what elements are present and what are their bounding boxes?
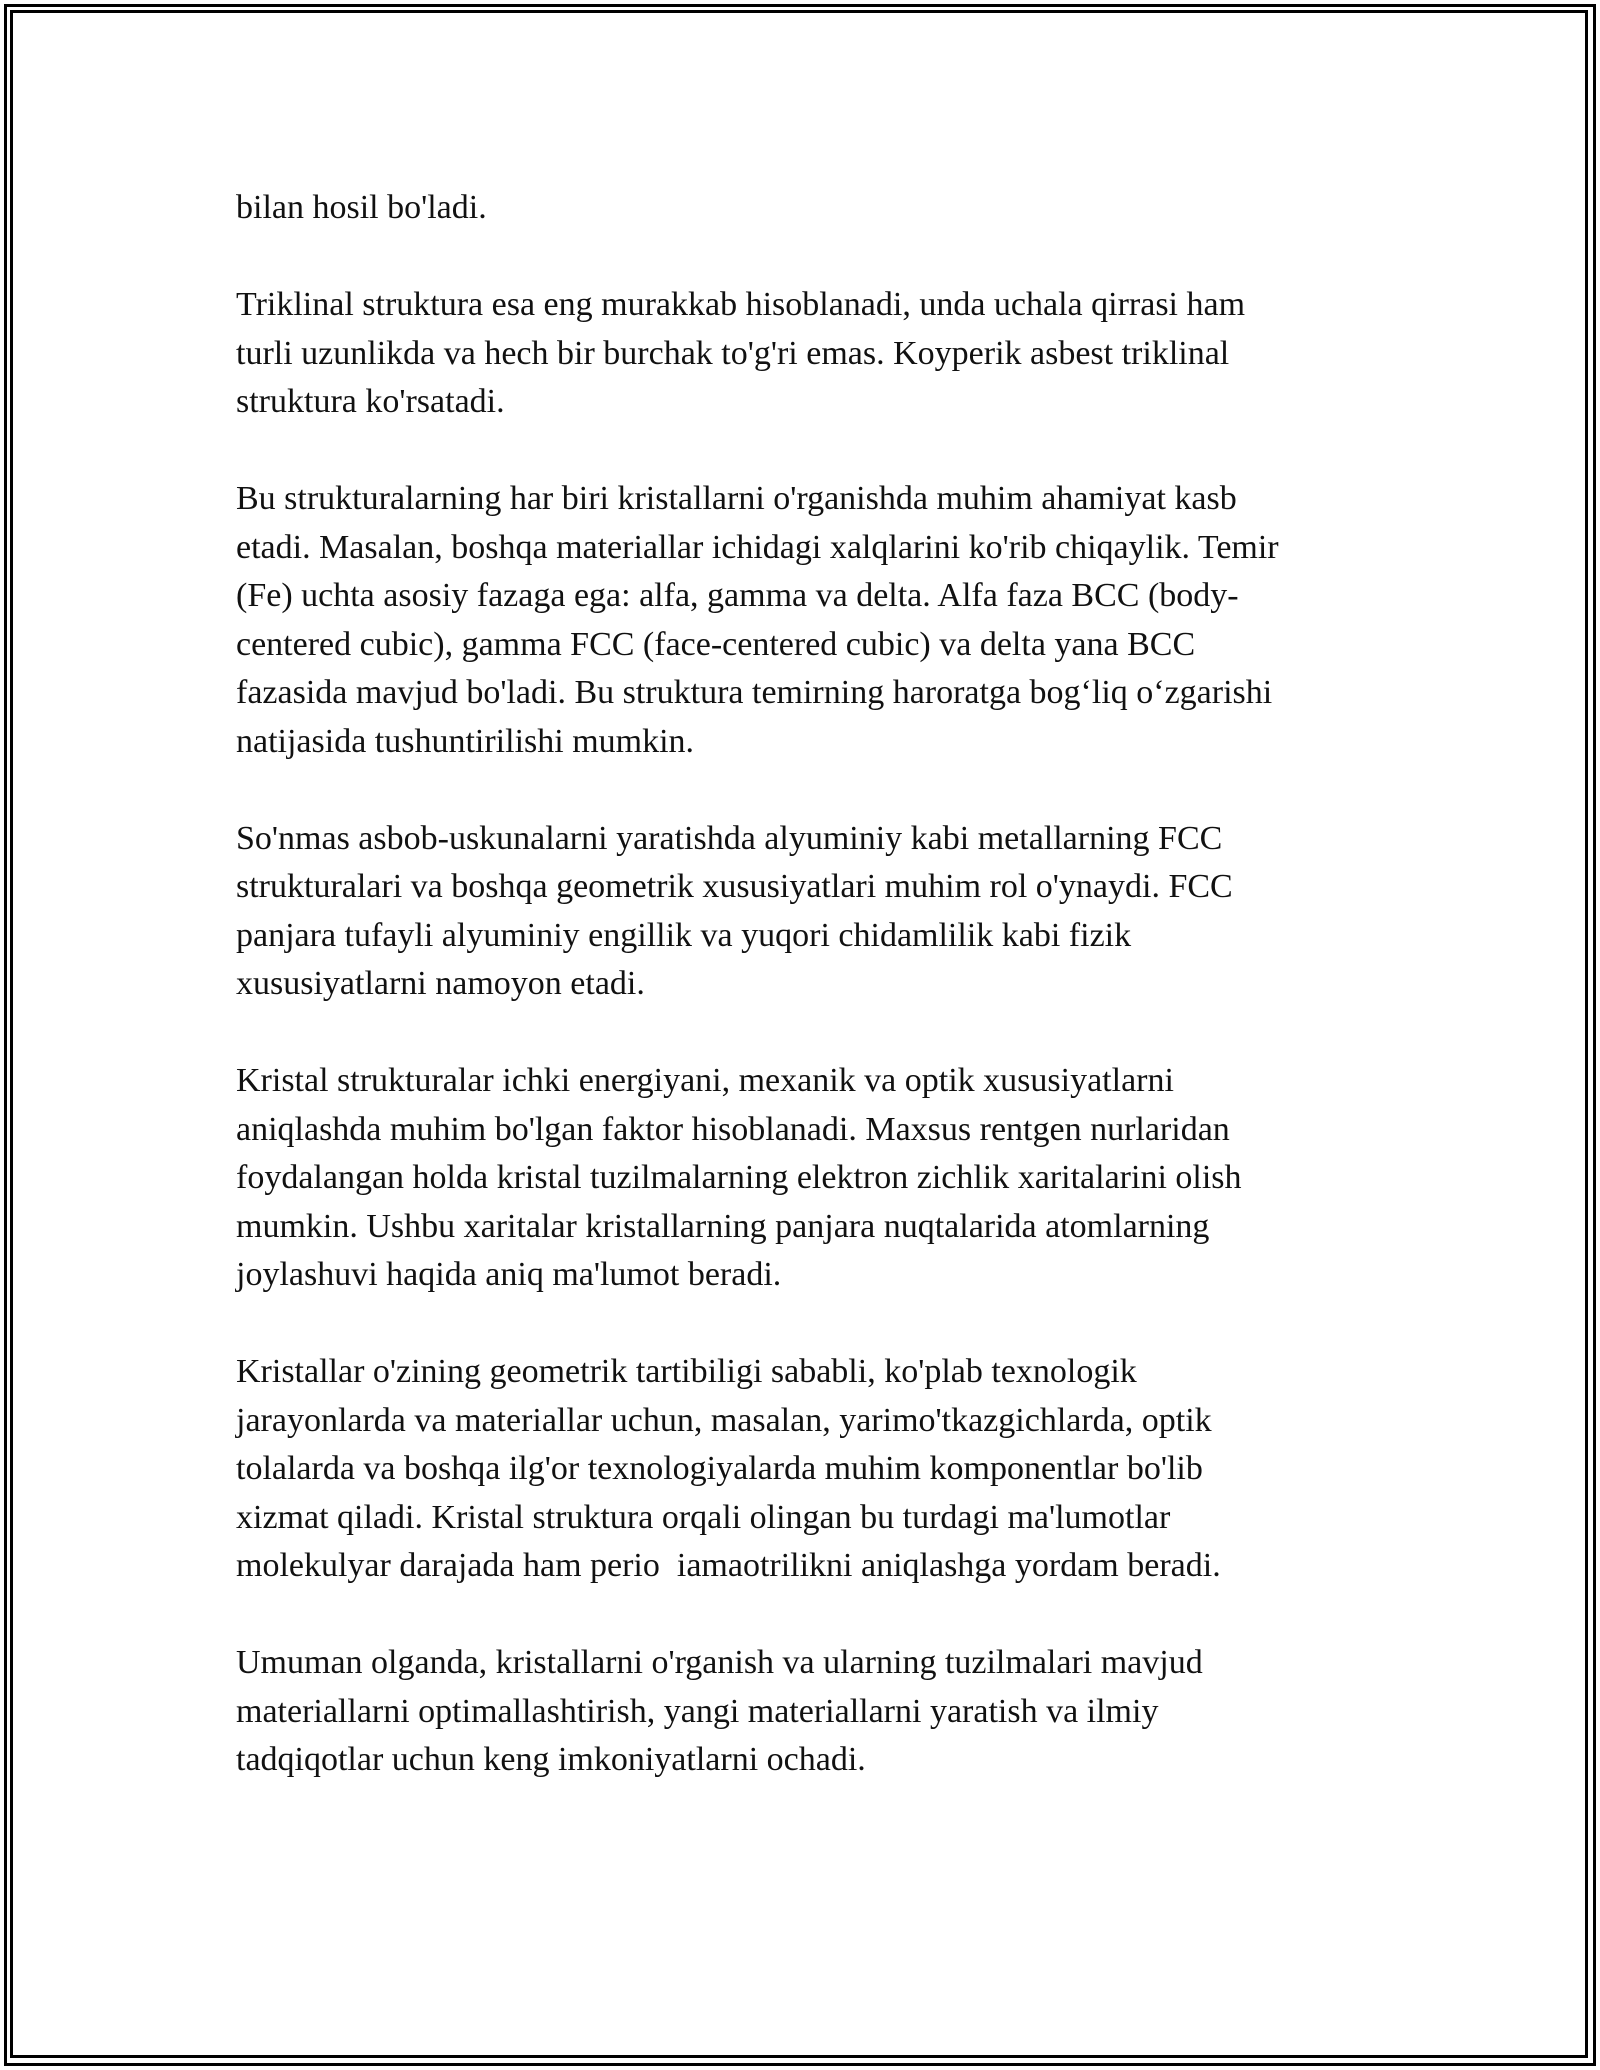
text-line: Kristallar o'zining geometrik tartibiligi sababli, ko'plab texnologik: [236, 1353, 1137, 1390]
text-line: jarayonlarda va materiallar uchun, masalan, yarimo'tkazgichlarda, optik: [236, 1401, 1212, 1439]
text-line: (Fe) uchta asosiy fazaga ega: alfa, gamma va delta. Alfa faza BCC (body-: [236, 577, 1239, 614]
text-line: fazasida mavjud bo'ladi. Bu struktura temirning haroratga bog‘liq o‘zgarishi: [236, 674, 1273, 711]
text-line: struktura ko'rsatadi.: [236, 383, 505, 420]
text-line: tadqiqotlar uchun keng imkoniyatlarni ochadi.: [236, 1741, 866, 1778]
text-line: bilan hosil bo'ladi.: [236, 189, 487, 226]
text-line: foydalangan holda kristal tuzilmalarning elektron zichlik xaritalarini olish: [236, 1159, 1242, 1196]
paragraph: [236, 184, 1376, 233]
text-line: centered cubic), gamma FCC (face-centered cubic) va delta yana BCC: [236, 625, 1196, 663]
text-line: natijasida tushuntirilishi mumkin.: [236, 722, 695, 760]
text-line: Umuman olganda, kristallarni o'rganish va ularning tuzilmalari mavjud: [236, 1644, 1203, 1681]
text-line: xususiyatlarni namoyon etadi.: [236, 965, 645, 1002]
document-body: [236, 184, 1376, 1833]
text-line: strukturalari va boshqa geometrik xususiyatlari muhim rol o'ynaydi. FCC: [236, 868, 1233, 905]
paragraph: [236, 1639, 1376, 1785]
paragraph: [236, 281, 1376, 427]
text-line: Kristal strukturalar ichki energiyani, mexanik va optik xususiyatlarni: [236, 1062, 1174, 1099]
paragraph: [236, 475, 1376, 766]
text-line: panjara tufayli alyuminiy engillik va yuqori chidamlilik kabi fizik: [236, 916, 1132, 954]
paragraph: [236, 1057, 1376, 1300]
text-line: xizmat qiladi. Kristal struktura orqali olingan bu turdagi ma'lumotlar: [236, 1498, 1171, 1536]
text-line: materiallarni optimallashtirish, yangi materiallarni yaratish va ilmiy: [236, 1692, 1159, 1730]
text-line: aniqlashda muhim bo'lgan faktor hisoblanadi. Maxsus rentgen nurlaridan: [236, 1110, 1230, 1148]
paragraph: [236, 1348, 1376, 1591]
text-line: molekulyar darajada ham perio iamaotrilikni aniqlashga yordam beradi.: [236, 1547, 1221, 1584]
text-line: mumkin. Ushbu xaritalar kristallarning panjara nuqtalarida atomlarning: [236, 1207, 1210, 1245]
text-line: tolalarda va boshqa ilg'or texnologiyalarda muhim komponentlar bo'lib: [236, 1450, 1203, 1487]
text-line: Bu strukturalarning har biri kristallarni o'rganishda muhim ahamiyat kasb: [236, 480, 1237, 517]
text-line: So'nmas asbob-uskunalarni yaratishda alyuminiy kabi metallarning FCC: [236, 819, 1223, 857]
text-line: turli uzunlikda va hech bir burchak to'g'ri emas. Koyperik asbest triklinal: [236, 334, 1230, 372]
text-line: joylashuvi haqida aniq ma'lumot beradi.: [236, 1256, 782, 1293]
text-line: etadi. Masalan, boshqa materiallar ichidagi xalqlarini ko'rib chiqaylik. Temir: [236, 528, 1279, 566]
paragraph: [236, 815, 1376, 1009]
text-line: Triklinal struktura esa eng murakkab hisoblanadi, unda uchala qirrasi ham: [236, 286, 1246, 323]
